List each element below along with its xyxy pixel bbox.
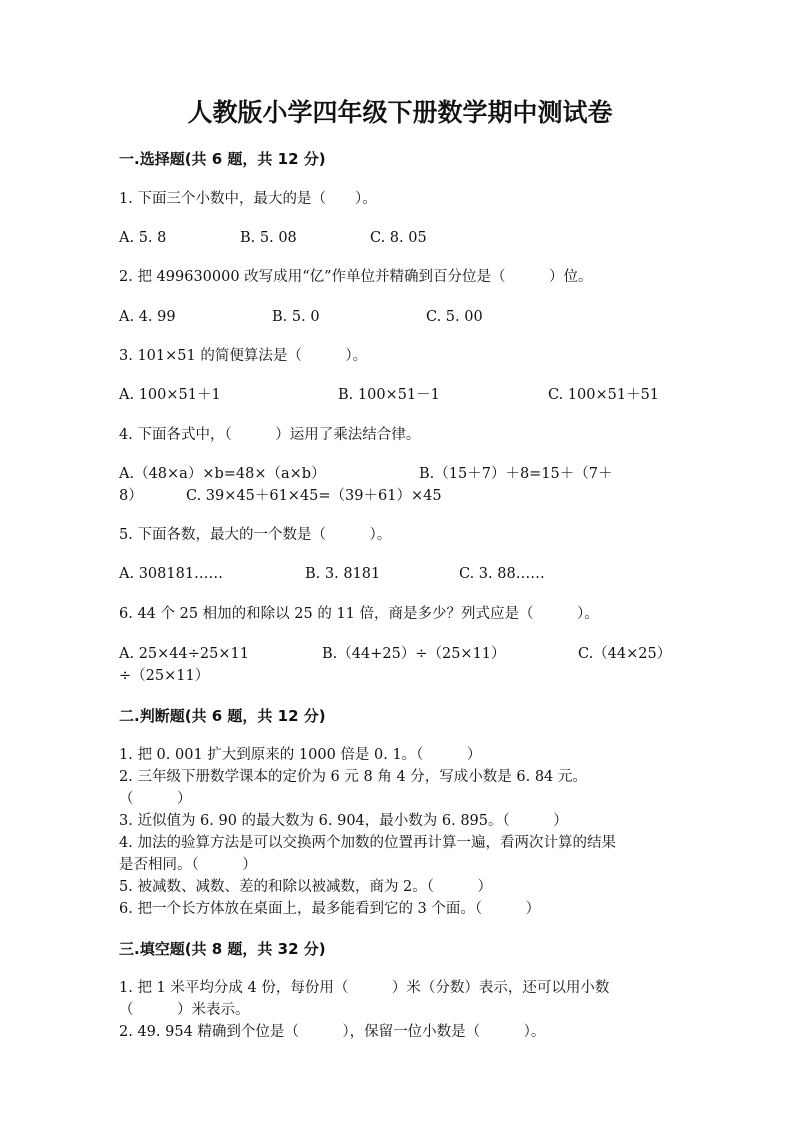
question-stem: 6. 44 个 25 相加的和除以 25 的 11 倍，商是多少？列式应是（ ）。 <box>119 606 599 622</box>
option: A. 4. 99 <box>119 309 176 325</box>
option: B. 100×51－1 <box>338 387 440 403</box>
judgment-line: 4. 加法的验算方法是可以交换两个加数的位置再计算一遍，看两次计算的结果 <box>119 835 616 851</box>
option: B. 5. 0 <box>272 309 320 325</box>
question-stem: 3. 101×51 的简便算法是（ ）。 <box>119 348 368 364</box>
judgment-line: 是否相同。（ ） <box>119 857 257 873</box>
section-heading-choice: 一.选择题(共 6 题，共 12 分) <box>119 150 326 168</box>
question-stem: 2. 把 499630000 改写成用“亿”作单位并精确到百分位是（ ）位。 <box>119 269 593 285</box>
option: A. 100×51＋1 <box>119 387 221 403</box>
option: C. 100×51＋51 <box>548 387 660 403</box>
option: B.（15＋7）＋8=15＋（7＋ <box>419 466 613 482</box>
section-heading-fill-blank: 三.填空题(共 8 题，共 32 分) <box>119 940 326 958</box>
section-heading-judgment: 二.判断题(共 6 题，共 12 分) <box>119 707 326 725</box>
fill-blank-line: 2. 49. 954 精确到个位是（ ），保留一位小数是（ ）。 <box>119 1024 546 1040</box>
question-stem: 5. 下面各数，最大的一个数是（ ）。 <box>119 527 392 543</box>
judgment-line: 1. 把 0. 001 扩大到原来的 1000 倍是 0. 1。（ ） <box>119 747 482 763</box>
option: A. 308181…… <box>119 566 224 582</box>
option: B. 3. 8181 <box>305 566 381 582</box>
option: C. 8. 05 <box>370 230 427 246</box>
judgment-line: 3. 近似值为 6. 90 的最大数为 6. 904，最小数为 6. 895。（ ） <box>119 813 568 829</box>
option: A. 25×44÷25×11 <box>119 646 249 662</box>
option: C. 39×45＋61×45=（39＋61）×45 <box>186 488 442 504</box>
judgment-line: 6. 把一个长方体放在桌面上，最多能看到它的 3 个面。（ ） <box>119 901 541 917</box>
option-continued: 8） <box>119 488 143 504</box>
option-continued: ÷（25×11） <box>119 668 210 684</box>
page-title: 人教版小学四年级下册数学期中测试卷 <box>187 98 613 127</box>
option: A.（48×a）×b=48×（a×b） <box>119 466 326 482</box>
fill-blank-line: 1. 把 1 米平均分成 4 份，每份用（ ）米（分数）表示，还可以用小数 <box>119 980 610 996</box>
option: B. 5. 08 <box>240 230 297 246</box>
judgment-line: 5. 被减数、减数、差的和除以被减数，商为 2。（ ） <box>119 879 493 895</box>
option: C. 3. 88…… <box>459 566 545 582</box>
judgment-line: 2. 三年级下册数学课本的定价为 6 元 8 角 4 分，写成小数是 6. 84 元。 <box>119 769 587 785</box>
judgment-line: （ ） <box>119 791 192 807</box>
fill-blank-line: （ ）米表示。 <box>119 1002 250 1018</box>
question-stem: 4. 下面各式中，（ ）运用了乘法结合律。 <box>119 427 421 443</box>
option: B.（44+25）÷（25×11） <box>322 646 506 662</box>
question-stem: 1. 下面三个小数中，最大的是（ ）。 <box>119 191 377 207</box>
option: A. 5. 8 <box>119 230 167 246</box>
option: C. 5. 00 <box>426 309 483 325</box>
option: C.（44×25） <box>578 646 672 662</box>
